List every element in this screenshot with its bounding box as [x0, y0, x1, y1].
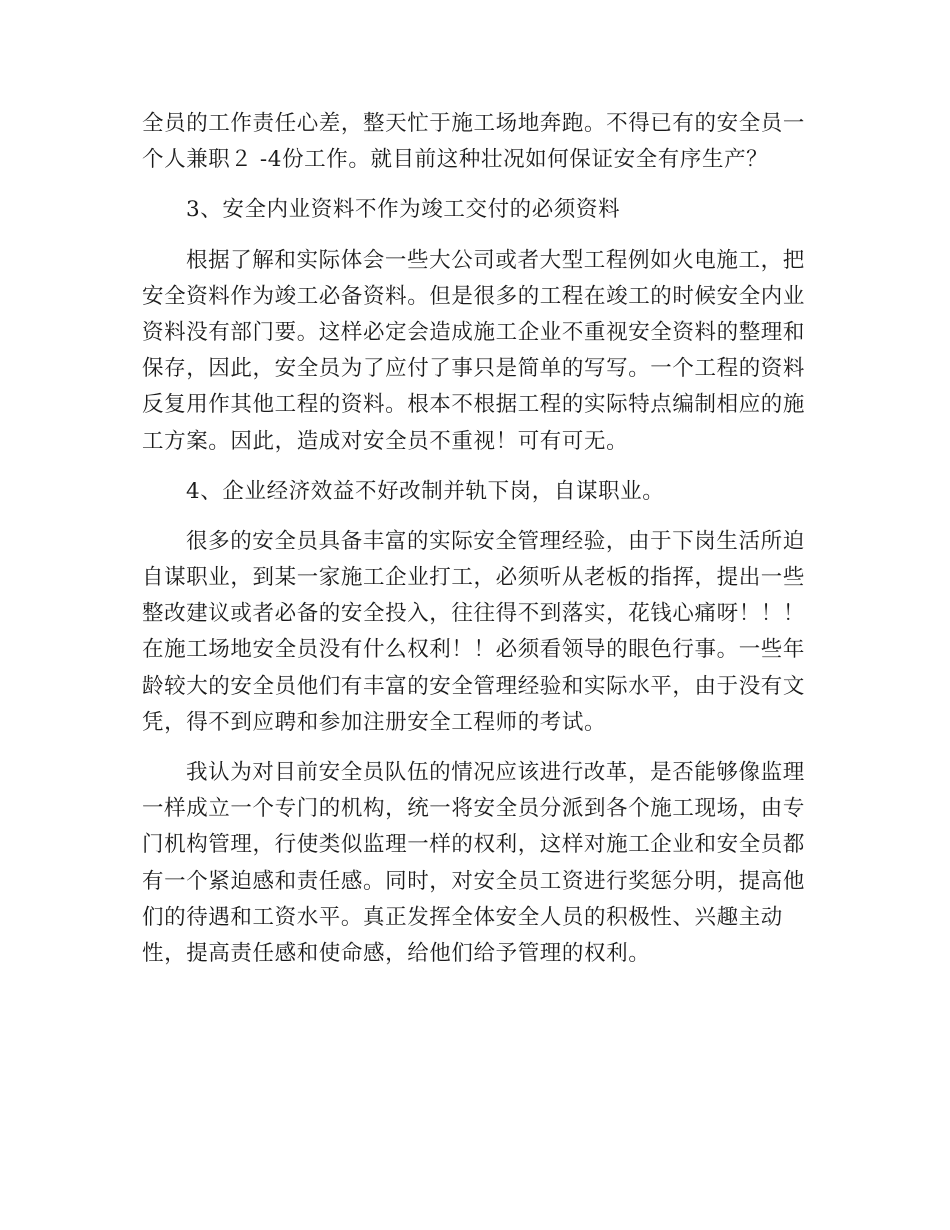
- text-line: 工方案。因此，造成对安全员不重视！可有可无。: [142, 428, 629, 454]
- heading-text: 4、企业经济效益不好改制并轨下岗，自谋职业。: [186, 478, 665, 504]
- text-line: 性，提高责任感和使命感，给他们给予管理的权利。: [142, 940, 651, 966]
- text-line: 安全资料作为竣工必备资料。但是很多的工程在竣工的时候安全内业: [142, 283, 806, 309]
- text-line: 根据了解和实际体会一些大公司或者大型工程例如火电施工，把: [186, 247, 805, 273]
- text-line: 自谋职业，到某一家施工企业打工，必须听从老板的指挥，提出一些: [142, 565, 806, 591]
- paragraph-conclusion: [142, 755, 806, 972]
- document-body: [142, 106, 806, 986]
- text-line: 有一个紧迫感和责任感。同时，对安全员工资进行奖惩分明，提高他: [142, 868, 806, 894]
- text-line: 很多的安全员具备丰富的实际安全管理经验，由于下岗生活所迫: [186, 528, 805, 554]
- heading-text: 3、安全内业资料不作为竣工交付的必须资料: [186, 197, 621, 223]
- text-line: 我认为对目前安全员队伍的情况应该进行改革，是否能够像监理: [186, 760, 805, 785]
- section-heading-4: [142, 474, 802, 510]
- text-line: 资料没有部门要。这样必定会造成施工企业不重视安全资料的整理和: [142, 319, 806, 345]
- text-line: 全员的工作责任心差，整天忙于施工场地奔跑。不得已有的安全员一: [142, 111, 806, 136]
- text-line: 一样成立一个专门的机构，统一将安全员分派到各个施工现场，由专: [142, 796, 806, 822]
- text-line: 保存，因此，安全员为了应付了事只是简单的写写。一个工程的资料: [142, 356, 806, 382]
- text-line: 个人兼职２ -4份工作。就目前这种壮况如何保证安全有序生产？: [142, 147, 769, 173]
- paragraph-section-3: [142, 243, 806, 460]
- section-heading-3: [142, 192, 802, 228]
- text-line: 整改建议或者必备的安全投入，往往得不到落实，花钱心痛呀！！！: [142, 601, 806, 627]
- text-line: 在施工场地安全员没有什么权利！！必须看领导的眼色行事。一些年: [142, 637, 806, 663]
- text-line: 凭，得不到应聘和参加注册安全工程师的考试。: [142, 709, 607, 735]
- text-line: 龄较大的安全员他们有丰富的安全管理经验和实际水平，由于没有文: [142, 673, 806, 699]
- text-line: 反复用作其他工程的资料。根本不根据工程的实际特点编制相应的施: [142, 392, 806, 418]
- text-line: 们的待遇和工资水平。真正发挥全体安全人员的积极性、兴趣主动: [142, 904, 783, 930]
- paragraph-section-4: [142, 524, 806, 741]
- text-line: 门机构管理，行使类似监理一样的权利，这样对施工企业和安全员都: [142, 832, 806, 858]
- paragraph-continuation: [142, 106, 806, 178]
